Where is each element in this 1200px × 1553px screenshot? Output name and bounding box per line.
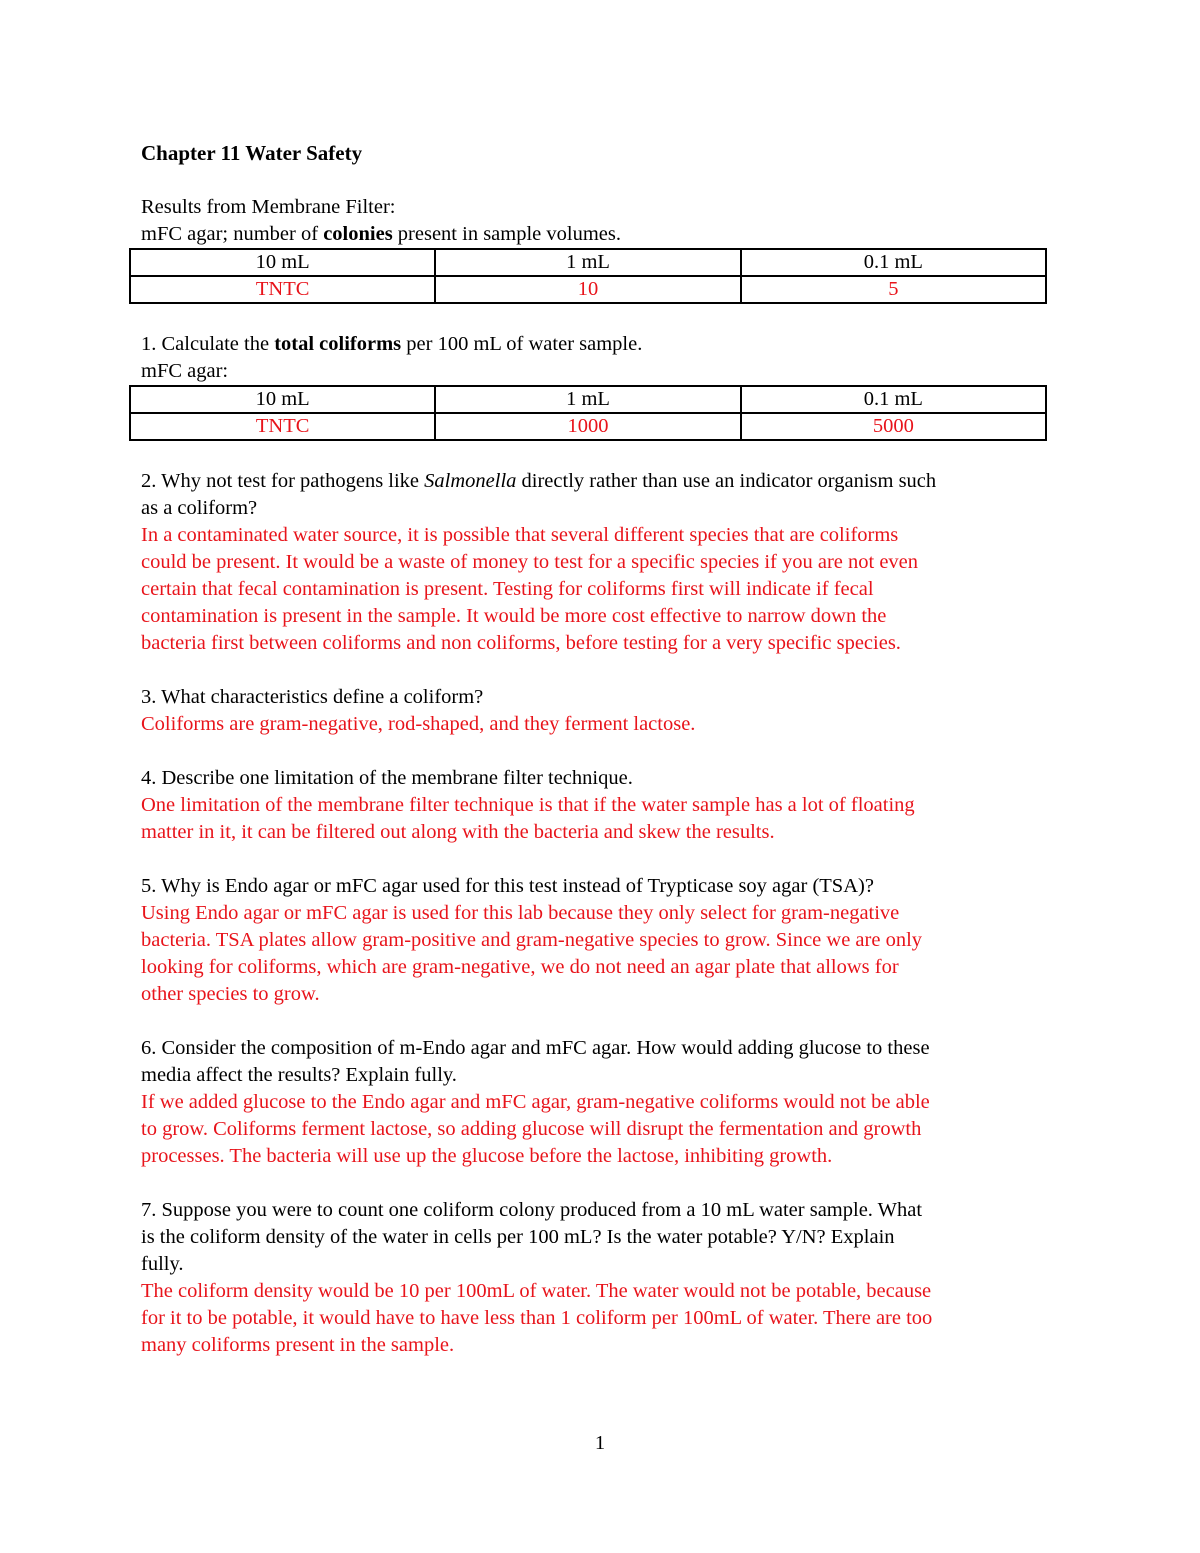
question-7: 7. Suppose you were to count one coliform colony produced from a 10 mL water sample. What is the coliform density of the water in cells per 100 mL? Is the water potable? Y/N? Explain fully. The coliform density would be 10 per 100mL of water. The water would not be potable, because for it to be potable, it would have to have less than 1 coliform per 100mL of water. There are too many coliforms present in the sample.: [141, 1197, 1061, 1359]
q1-caption: mFC agar:: [141, 360, 229, 382]
question-2: 2. Why not test for pathogens like Salmonella directly rather than use an indicator organism such as a coliform? In a contaminated water source, it is possible that several different species that are coliforms could be present. It would be a waste of money to test for a specific species if you are not even certain that fecal contamination is present. Testing for coliforms first will indicate if fecal contamination is present in the sample. It would be more cost effective to narrow down the bacteria first between coliforms and non coliforms, before testing for a very specific species.: [141, 468, 1061, 657]
table-header-row: [130, 386, 1046, 413]
answer-line: bacteria. TSA plates allow gram-positive and gram-negative species to grow. Since we are only: [141, 929, 923, 951]
answer-line: many coliforms present in the sample.: [141, 1334, 455, 1356]
answer-line: If we added glucose to the Endo agar and mFC agar, gram-negative coliforms would not be able: [141, 1091, 930, 1113]
question-3: 3. What characteristics define a coliform? Coliforms are gram-negative, rod-shaped, and they ferment lactose.: [141, 684, 1061, 738]
table-header-cell: 1 mL: [435, 386, 740, 413]
question-6: 6. Consider the composition of m-Endo agar and mFC agar. How would adding glucose to these media affect the results? Explain fully. If we added glucose to the Endo agar and mFC agar, gram-negative coliforms would not be able to grow. Coliforms ferment lactose, so adding glucose will disrupt the fermentation and growth processes. The bacteria will use up the glucose before the lactose, inhibiting growth.: [141, 1035, 1061, 1170]
question-4: 4. Describe one limitation of the membrane filter technique. One limitation of the membrane filter technique is that if the water sample has a lot of floating matter in it, it can be filtered out along with the bacteria and skew the results.: [141, 765, 1061, 846]
results-heading: Results from Membrane Filter:: [141, 196, 396, 218]
answer-line: for it to be potable, it would have to have less than 1 coliform per 100mL of water. There are too: [141, 1307, 933, 1329]
answer-line: The coliform density would be 10 per 100mL of water. The water would not be potable, because: [141, 1280, 932, 1302]
answer-line: to grow. Coliforms ferment lactose, so adding glucose will disrupt the fermentation and growth: [141, 1118, 922, 1140]
table-cell: TNTC: [130, 413, 435, 440]
page-number: 1: [594, 1432, 606, 1454]
table-header-row: [130, 249, 1046, 276]
answer-line: matter in it, it can be filtered out along with the bacteria and skew the results.: [141, 821, 775, 843]
answer-line: processes. The bacteria will use up the glucose before the lactose, inhibiting growth.: [141, 1145, 833, 1167]
table-cell: 5000: [741, 413, 1046, 440]
question-5: 5. Why is Endo agar or mFC agar used for this test instead of Trypticase soy agar (TSA)? Using Endo agar or mFC agar is used for this lab because they only select for gram-negative bacteria. TSA plates allow gram-positive and gram-negative species to grow. Since we are only looking for coliforms, which are gram-negative, we do not need an agar plate that allows for other species to grow.: [141, 873, 1061, 1008]
answer-line: looking for coliforms, which are gram-negative, we do not need an agar plate that allows for: [141, 956, 899, 978]
table-row: [130, 276, 1046, 303]
table-cell: 1000: [435, 413, 740, 440]
answer-line: One limitation of the membrane filter technique is that if the water sample has a lot of floating: [141, 794, 915, 816]
answer-line: In a contaminated water source, it is possible that several different species that are coliforms: [141, 524, 899, 546]
table-header-cell: 0.1 mL: [741, 386, 1046, 413]
answer-line: other species to grow.: [141, 983, 320, 1005]
document-page: [141, 140, 1061, 1386]
answer-line: bacteria first between coliforms and non coliforms, before testing for a very specific species.: [141, 632, 901, 654]
answer-line: contamination is present in the sample. It would be more cost effective to narrow down the: [141, 605, 887, 627]
table-cell: TNTC: [130, 276, 435, 303]
answer-line: Coliforms are gram-negative, rod-shaped, and they ferment lactose.: [141, 713, 696, 735]
table-row: [130, 413, 1046, 440]
table-cell: 10: [435, 276, 740, 303]
table-header-cell: 10 mL: [130, 249, 435, 276]
answer-line: certain that fecal contamination is present. Testing for coliforms first will indicate if fecal: [141, 578, 874, 600]
answer-line: could be present. It would be a waste of money to test for a specific species if you are not even: [141, 551, 919, 573]
table-header-cell: 0.1 mL: [741, 249, 1046, 276]
table-header-cell: 1 mL: [435, 249, 740, 276]
table-header-cell: 10 mL: [130, 386, 435, 413]
answer-line: Using Endo agar or mFC agar is used for this lab because they only select for gram-negative: [141, 902, 900, 924]
q1-table: [129, 385, 1047, 441]
question-1: 1. Calculate the total coliforms per 100 mL of water sample.: [141, 333, 643, 355]
results-table: [129, 248, 1047, 304]
table-cell: 5: [741, 276, 1046, 303]
page-title: Chapter 11 Water Safety: [141, 141, 363, 165]
results-caption: mFC agar; number of colonies present in sample volumes.: [141, 223, 621, 245]
